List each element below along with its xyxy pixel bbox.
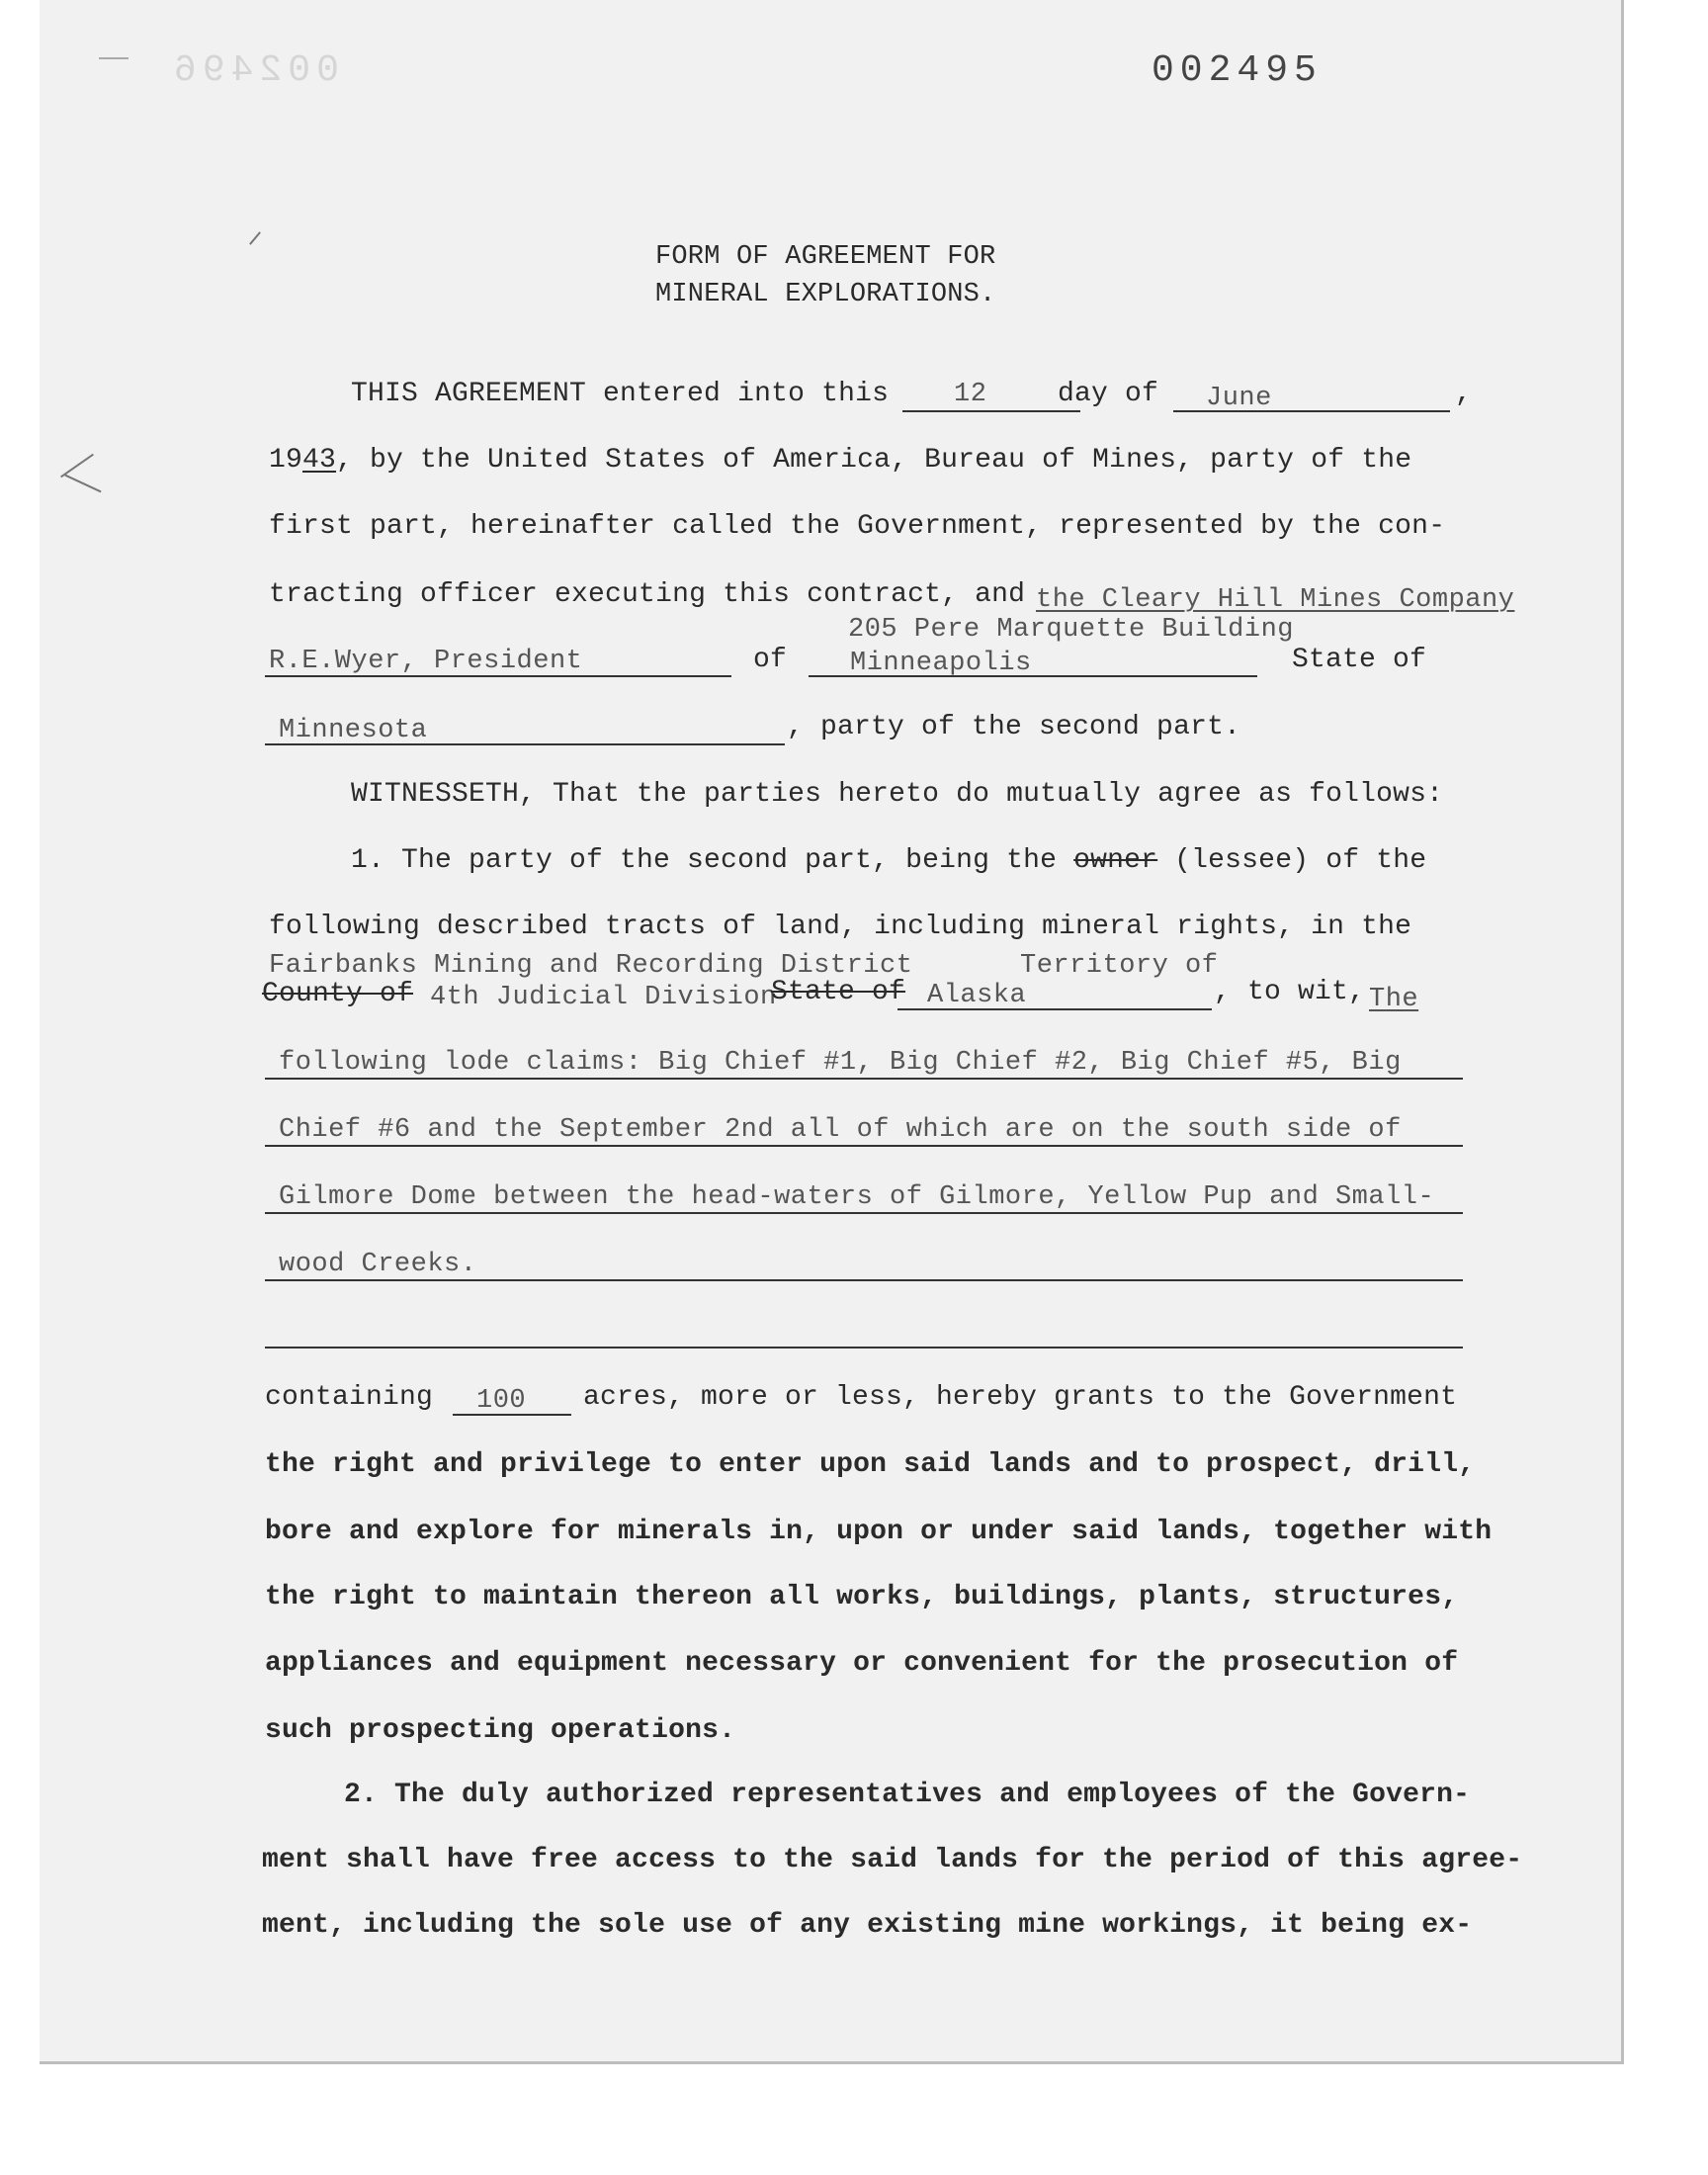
s1-line13: appliances and equipment necessary or convenient for the prosecution of bbox=[265, 1648, 1459, 1679]
claims-line-1: following lode claims: Big Chief #1, Big Chief #2, Big Chief #5, Big bbox=[279, 1048, 1402, 1078]
p1-line2-rest: , by the United States of America, Bureau of Mines, party of the bbox=[336, 445, 1412, 476]
p1-line3: first part, hereinafter called the Government, represented by the con- bbox=[269, 511, 1446, 542]
day-blank bbox=[902, 410, 1080, 412]
claims-rule-1 bbox=[265, 1078, 1463, 1080]
of-text: of bbox=[753, 645, 788, 675]
county-struck: County of bbox=[262, 979, 414, 1009]
second-party-name: the Cleary Hill Mines Company bbox=[1036, 585, 1515, 615]
party-address: 205 Pere Marquette Building bbox=[848, 615, 1294, 645]
day-value: 12 bbox=[954, 380, 987, 409]
document-number: 002495 bbox=[1152, 49, 1323, 92]
city-value: Minneapolis bbox=[850, 649, 1032, 678]
the-value: The bbox=[1369, 985, 1419, 1014]
p1-line1-text: THIS AGREEMENT entered into this bbox=[351, 379, 890, 409]
month-comma: , bbox=[1455, 379, 1473, 409]
s2-line2: ment shall have free access to the said lands for the period of this agree- bbox=[262, 1845, 1523, 1875]
s1-line1-a: 1. The party of the second part, being the bbox=[351, 845, 1058, 876]
president-name: R.E.Wyer, President bbox=[269, 647, 583, 676]
claims-rule-4 bbox=[265, 1279, 1463, 1281]
title-line-2: MINERAL EXPLORATIONS. bbox=[655, 280, 996, 309]
acres-value: 100 bbox=[476, 1386, 527, 1416]
bleed-through-number: 002496 bbox=[168, 49, 339, 92]
owner-struck: owner bbox=[1073, 845, 1158, 876]
title-line-1: FORM OF AGREEMENT FOR bbox=[655, 242, 996, 272]
state-value: Minnesota bbox=[279, 716, 428, 745]
s1-line14: such prospecting operations. bbox=[265, 1715, 736, 1746]
s1-line1 bbox=[351, 845, 1426, 876]
s1-line10: the right and privilege to enter upon said lands and to prospect, drill, bbox=[265, 1449, 1476, 1480]
speck-mark bbox=[99, 57, 128, 59]
s1-line2: following described tracts of land, including mineral rights, in the bbox=[269, 912, 1412, 942]
day-of-text: day of bbox=[1058, 379, 1159, 409]
s2-line1: 2. The duly authorized representatives and employees of the Govern- bbox=[344, 1780, 1471, 1810]
s2-line3: ment, including the sole use of any existing mine workings, it being ex- bbox=[262, 1910, 1473, 1941]
month-value: June bbox=[1206, 384, 1272, 413]
claims-line-4: wood Creeks. bbox=[279, 1250, 477, 1279]
claims-rule-5 bbox=[265, 1347, 1463, 1348]
year-prefix: 19 bbox=[269, 445, 303, 476]
s1-line11: bore and explore for minerals in, upon or under said lands, together with bbox=[265, 1517, 1493, 1547]
claims-rule-3 bbox=[265, 1212, 1463, 1214]
territory-value: Territory of bbox=[1020, 951, 1219, 981]
p1-line6-rest: , party of the second part. bbox=[787, 712, 1241, 742]
alaska-value: Alaska bbox=[927, 981, 1027, 1010]
state-struck: State of bbox=[771, 977, 906, 1007]
claims-line-3: Gilmore Dome between the head-waters of Gilmore, Yellow Pup and Small- bbox=[279, 1182, 1435, 1212]
claims-rule-2 bbox=[265, 1145, 1463, 1147]
p1-line2 bbox=[269, 445, 1411, 476]
to-wit-text: , to wit, bbox=[1214, 977, 1366, 1007]
containing-text: containing bbox=[265, 1382, 434, 1413]
speck-mark bbox=[249, 231, 261, 245]
s1-line1-b: (lessee) of the bbox=[1174, 845, 1427, 876]
margin-mark bbox=[64, 475, 101, 493]
s1-line12: the right to maintain thereon all works, buildings, plants, structures, bbox=[265, 1582, 1459, 1612]
grants-text: acres, more or less, hereby grants to the Government bbox=[583, 1382, 1458, 1413]
division-value: 4th Judicial Division bbox=[430, 983, 777, 1012]
state-of-text: State of bbox=[1292, 645, 1427, 675]
district-value: Fairbanks Mining and Recording District bbox=[269, 951, 913, 981]
p1-line4: tracting officer executing this contract, and bbox=[269, 579, 1026, 610]
year-suffix: 43 bbox=[302, 445, 337, 476]
witnesseth-line: WITNESSETH, That the parties hereto do mutually agree as follows: bbox=[351, 779, 1444, 810]
claims-line-2: Chief #6 and the September 2nd all of which are on the south side of bbox=[279, 1115, 1402, 1145]
document-page bbox=[40, 0, 1624, 2064]
